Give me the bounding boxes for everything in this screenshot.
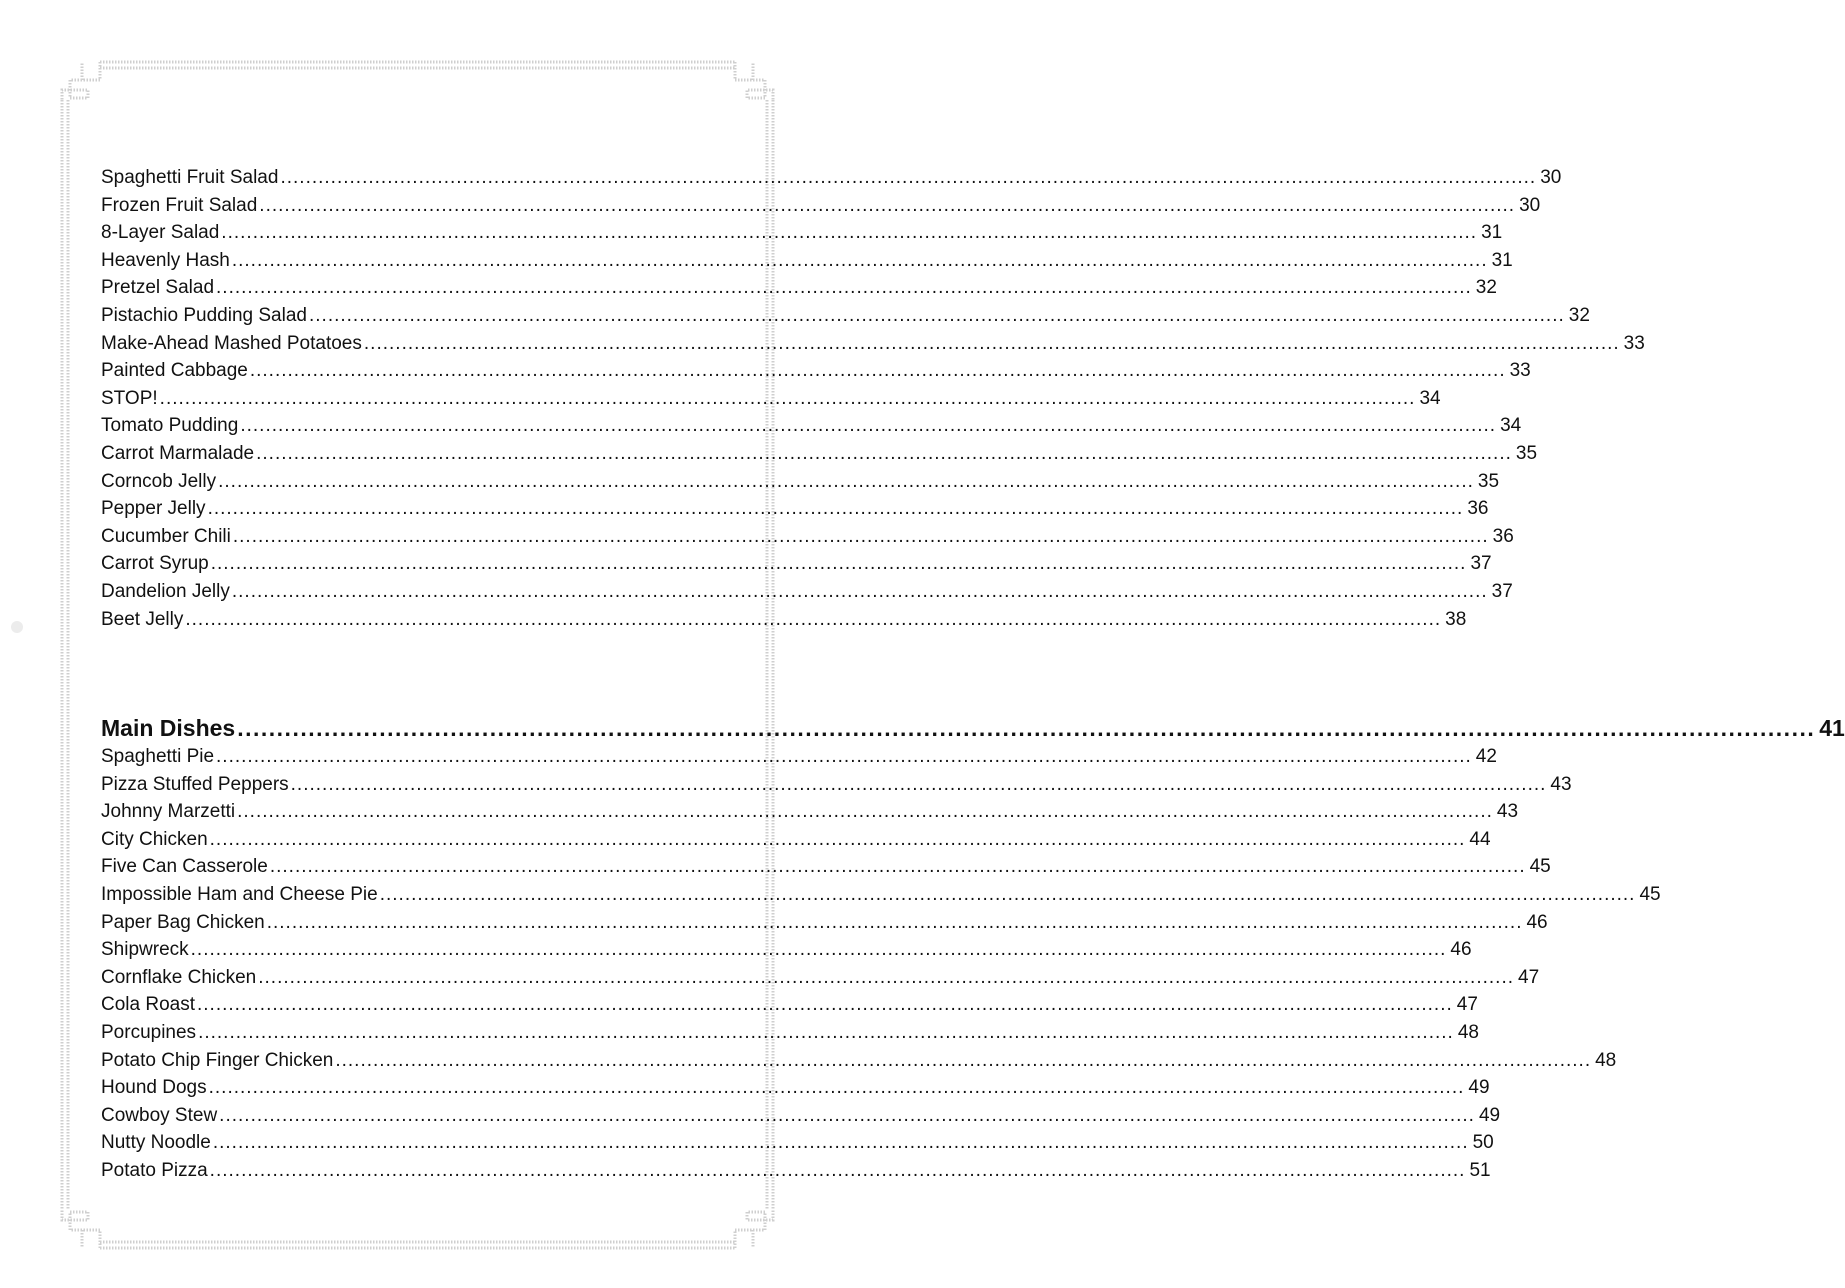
dot-leader: ........................................................................................................................................................................................................ xyxy=(198,1021,1454,1043)
entry-page-number: 45 xyxy=(1639,883,1661,905)
entry-page-number: 33 xyxy=(1623,332,1645,354)
dot-leader: ........................................................................................................................................................................................................ xyxy=(207,498,1464,520)
entry-title: Pepper Jelly xyxy=(101,498,206,520)
toc-entry[interactable] xyxy=(101,164,1562,192)
entry-title: STOP! xyxy=(101,387,158,409)
entry-page-number: 36 xyxy=(1467,498,1489,520)
section-page-number: 41 xyxy=(1819,715,1845,741)
entry-page-number: 38 xyxy=(1445,608,1467,630)
entry-page-number: 42 xyxy=(1475,746,1497,767)
dot-leader: ........................................................................................................................................................................................................ xyxy=(185,608,1442,630)
entry-page-number: 46 xyxy=(1450,939,1472,961)
entry-title: Shipwreck xyxy=(101,939,189,961)
entry-page-number: 46 xyxy=(1526,911,1548,933)
toc-entry[interactable] xyxy=(101,385,1441,413)
dot-leader: ........................................................................................................................................................................................................ xyxy=(308,304,1565,326)
entry-title: Cowboy Stew xyxy=(101,1104,218,1126)
toc-salads-section xyxy=(101,164,1645,633)
toc-entry[interactable] xyxy=(101,550,1492,578)
toc-entry[interactable] xyxy=(101,964,1540,992)
entry-page-number: 50 xyxy=(1472,1132,1494,1154)
dot-leader: ........................................................................................................................................................................................................ xyxy=(335,1049,1592,1071)
entry-title: Cucumber Chili xyxy=(101,525,231,547)
entry-title: Porcupines xyxy=(101,1021,197,1043)
entry-page-number: 34 xyxy=(1500,415,1522,437)
entry-title: Carrot Syrup xyxy=(101,553,209,575)
toc-entry[interactable] xyxy=(101,357,1531,385)
entry-page-number: 34 xyxy=(1419,387,1441,409)
dot-leader: ........................................................................................................................................................................................................ xyxy=(379,883,1636,905)
entry-title: Spaghetti Fruit Salad xyxy=(101,167,279,188)
entry-page-number: 48 xyxy=(1457,1021,1479,1043)
entry-title: Potato Chip Finger Chicken xyxy=(101,1049,334,1071)
toc-entry[interactable] xyxy=(101,468,1500,496)
toc-entry[interactable] xyxy=(101,247,1513,275)
entry-title: Carrot Marmalade xyxy=(101,442,255,464)
entry-page-number: 32 xyxy=(1475,277,1497,299)
entry-page-number: 49 xyxy=(1468,1077,1490,1099)
dot-leader: ........................................................................................................................................................................................................ xyxy=(231,580,1488,602)
toc-entry[interactable] xyxy=(101,936,1472,964)
toc-entry[interactable] xyxy=(101,495,1489,523)
entry-page-number: 47 xyxy=(1518,966,1540,988)
entry-page-number: 35 xyxy=(1477,470,1500,492)
entry-page-number: 33 xyxy=(1509,360,1531,382)
toc-entry[interactable] xyxy=(101,606,1467,634)
toc-entry[interactable] xyxy=(101,1102,1501,1130)
dot-leader: ........................................................................................................................................................................................................ xyxy=(256,442,1512,464)
entry-page-number: 43 xyxy=(1496,801,1519,823)
entry-title: Pistachio Pudding Salad xyxy=(101,304,307,326)
toc-entry[interactable] xyxy=(101,743,1497,771)
entry-page-number: 31 xyxy=(1481,222,1503,244)
entry-title: Nutty Noodle xyxy=(101,1132,211,1154)
section-title: Main Dishes xyxy=(101,715,236,741)
toc-section-heading[interactable] xyxy=(101,713,1845,743)
entry-page-number: 48 xyxy=(1595,1049,1617,1071)
dot-leader: ........................................................................................................................................................................................................ xyxy=(159,387,1416,409)
toc-entry[interactable] xyxy=(101,1157,1491,1185)
dot-leader: ........................................................................................................................................................................................................ xyxy=(216,746,1472,767)
dot-leader: ........................................................................................................................................................................................................ xyxy=(269,856,1526,878)
entry-title: Impossible Ham and Cheese Pie xyxy=(101,883,378,905)
toc-entry[interactable] xyxy=(101,1047,1617,1075)
toc-entry[interactable] xyxy=(101,1129,1494,1157)
entry-page-number: 49 xyxy=(1478,1104,1501,1126)
toc-entry[interactable] xyxy=(101,330,1645,358)
dot-leader: ........................................................................................................................................................................................................ xyxy=(280,167,1537,188)
entry-page-number: 37 xyxy=(1470,553,1492,575)
entry-title: Pizza Stuffed Peppers xyxy=(101,773,289,795)
dot-leader: ........................................................................................................................................................................................................ xyxy=(209,828,1466,850)
entry-page-number: 44 xyxy=(1469,828,1491,850)
toc-entry[interactable] xyxy=(101,192,1541,220)
dot-leader: ........................................................................................................................................................................................................ xyxy=(219,1104,1475,1126)
dot-leader: ........................................................................................................................................................................................................ xyxy=(290,773,1547,795)
entry-page-number: 35 xyxy=(1515,442,1538,464)
dot-leader: ........................................................................................................................................................................................................ xyxy=(231,249,1488,271)
toc-entry[interactable] xyxy=(101,826,1491,854)
toc-entry[interactable] xyxy=(101,1074,1490,1102)
entry-title: Frozen Fruit Salad xyxy=(101,194,258,216)
entry-title: 8-Layer Salad xyxy=(101,222,220,244)
dot-leader: ........................................................................................................................................................................................................ xyxy=(237,715,1816,741)
toc-entry[interactable] xyxy=(101,440,1538,468)
dot-leader: ........................................................................................................................................................................................................ xyxy=(266,911,1523,933)
toc-entry[interactable] xyxy=(101,578,1513,606)
dot-leader: ........................................................................................................................................................................................................ xyxy=(232,525,1489,547)
entry-title: Cola Roast xyxy=(101,994,195,1016)
entry-title: Hound Dogs xyxy=(101,1077,207,1099)
dot-leader: ........................................................................................................................................................................................................ xyxy=(258,966,1515,988)
toc-entry[interactable] xyxy=(101,771,1572,799)
entry-title: Spaghetti Pie xyxy=(101,746,215,767)
toc-entry[interactable] xyxy=(101,219,1503,247)
dot-leader: ........................................................................................................................................................................................................ xyxy=(209,1159,1466,1181)
dot-leader: ........................................................................................................................................................................................................ xyxy=(237,801,1493,823)
entry-title: Tomato Pudding xyxy=(101,415,239,437)
entry-page-number: 36 xyxy=(1492,525,1514,547)
dot-leader: ........................................................................................................................................................................................................ xyxy=(218,470,1474,492)
entry-title: Dandelion Jelly xyxy=(101,580,230,602)
entry-title: Pretzel Salad xyxy=(101,277,215,299)
toc-entry[interactable] xyxy=(101,881,1661,909)
dot-leader: ........................................................................................................................................................................................................ xyxy=(249,360,1506,382)
page-marker-dot xyxy=(11,621,23,633)
entry-title: City Chicken xyxy=(101,828,208,850)
toc-entry[interactable] xyxy=(101,412,1522,440)
entry-page-number: 47 xyxy=(1456,994,1478,1016)
entry-title: Cornflake Chicken xyxy=(101,966,257,988)
main-dishes-list xyxy=(101,743,1661,1185)
toc-entry[interactable] xyxy=(101,853,1551,881)
entry-page-number: 30 xyxy=(1540,167,1562,188)
toc-entry[interactable] xyxy=(101,274,1497,302)
entry-title: Potato Pizza xyxy=(101,1159,208,1181)
entry-title: Painted Cabbage xyxy=(101,360,248,382)
entry-title: Corncob Jelly xyxy=(101,470,217,492)
toc-entry[interactable] xyxy=(101,798,1519,826)
entry-title: Paper Bag Chicken xyxy=(101,911,265,933)
dot-leader: ........................................................................................................................................................................................................ xyxy=(197,994,1453,1016)
entry-title: Beet Jelly xyxy=(101,608,184,630)
toc-main-dishes-section xyxy=(101,713,1845,1185)
entry-page-number: 30 xyxy=(1519,194,1541,216)
entry-page-number: 31 xyxy=(1491,249,1513,271)
toc-entry[interactable] xyxy=(101,523,1514,551)
entry-page-number: 45 xyxy=(1529,856,1551,878)
entry-page-number: 43 xyxy=(1550,773,1572,795)
toc-entry[interactable] xyxy=(101,302,1590,330)
entry-title: Five Can Casserole xyxy=(101,856,268,878)
entry-page-number: 37 xyxy=(1491,580,1513,602)
entry-title: Make-Ahead Mashed Potatoes xyxy=(101,332,362,354)
dot-leader: ........................................................................................................................................................................................................ xyxy=(212,1132,1469,1154)
toc-entry[interactable] xyxy=(101,991,1478,1019)
entry-page-number: 51 xyxy=(1469,1159,1491,1181)
dot-leader: ........................................................................................................................................................................................................ xyxy=(259,194,1516,216)
toc-entry[interactable] xyxy=(101,1019,1479,1047)
dot-leader: ........................................................................................................................................................................................................ xyxy=(190,939,1447,961)
entry-title: Heavenly Hash xyxy=(101,249,230,271)
dot-leader: ........................................................................................................................................................................................................ xyxy=(208,1077,1465,1099)
dot-leader: ........................................................................................................................................................................................................ xyxy=(240,415,1497,437)
toc-entry[interactable] xyxy=(101,909,1548,937)
dot-leader: ........................................................................................................................................................................................................ xyxy=(210,553,1467,575)
dot-leader: ........................................................................................................................................................................................................ xyxy=(221,222,1478,244)
entry-title: Johnny Marzetti xyxy=(101,801,236,823)
dot-leader: ........................................................................................................................................................................................................ xyxy=(216,277,1472,299)
dot-leader: ........................................................................................................................................................................................................ xyxy=(363,332,1620,354)
entry-page-number: 32 xyxy=(1568,304,1590,326)
